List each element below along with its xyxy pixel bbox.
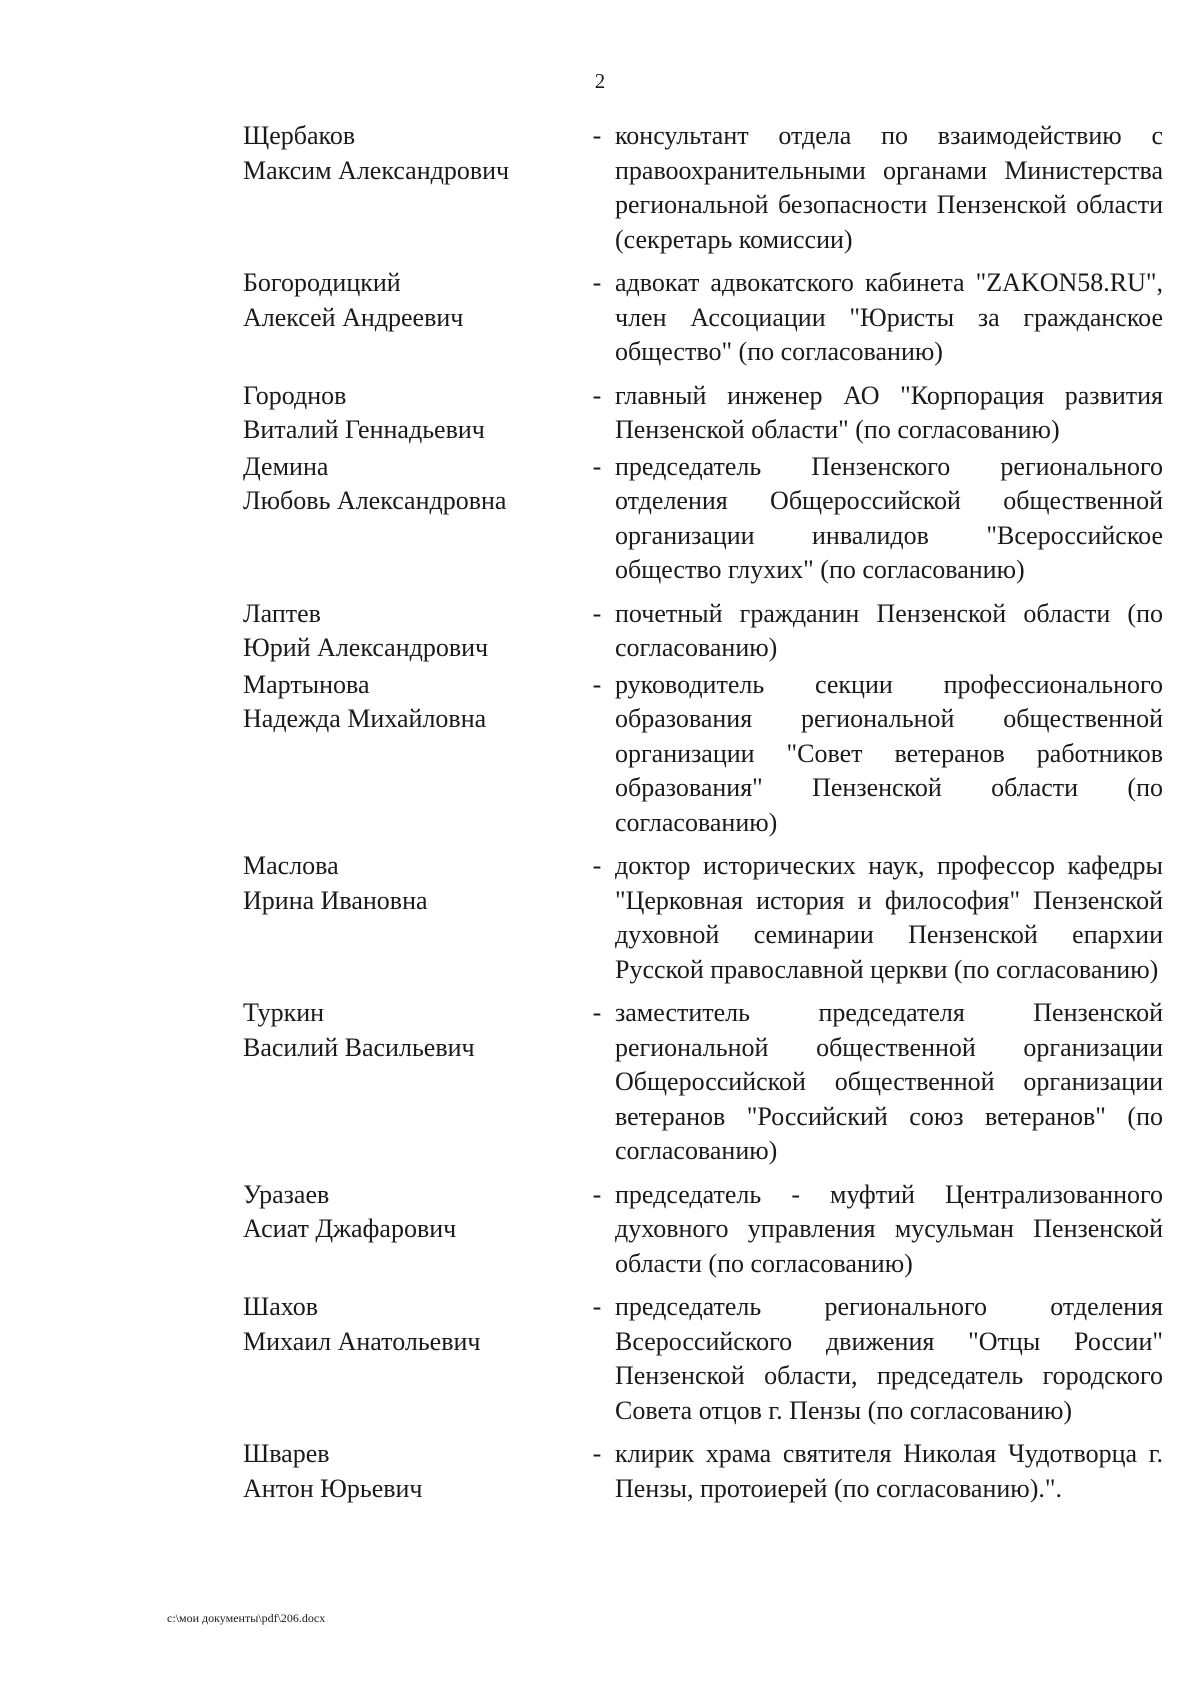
member-name (243, 996, 583, 1169)
page-number: 2 (594, 69, 606, 93)
file-path-footer: c:\мои документы\pdf\206.docx (167, 1611, 326, 1625)
member-dash: - (592, 598, 602, 628)
member-row (243, 1290, 1163, 1428)
member-dash: - (592, 121, 602, 150)
member-dash: - (592, 451, 602, 481)
member-description: доктор исторических наук, профессор кафедры "Церковная история и философия" Пензенской духовной семинарии Пензенской епархии Русской православной церкви (по согласованию) (615, 851, 1163, 984)
member-row (243, 1178, 1163, 1282)
member-given-names: Надежда Михайловна (243, 704, 487, 733)
member-row (243, 597, 1163, 666)
member-description: адвокат адвокатского кабинета "ZAKON58.RU", член Ассоциации "Юристы за гражданское общество" (по согласованию) (615, 268, 1163, 366)
member-name (243, 1437, 583, 1506)
member-dash: - (592, 669, 602, 699)
member-name (243, 450, 583, 588)
member-name (243, 266, 583, 370)
member-surname: Городнов (243, 380, 347, 410)
member-given-names: Алексей Андреевич (243, 302, 464, 332)
member-surname: Мартынова (243, 669, 370, 699)
member-description: консультант отдела по взаимодействию с правоохранительными органами Министерства региональной безопасности Пензенской области (секретарь комиссии) (615, 121, 1163, 254)
member-dash: - (592, 1179, 602, 1209)
member-surname: Уразаев (243, 1179, 330, 1209)
member-surname: Лаптев (243, 598, 321, 628)
member-description: председатель регионального отделения Всероссийского движения "Отцы России" Пензенской области, председатель городского Совета отцов г. Пензы (по согласованию) (615, 1292, 1163, 1425)
member-surname: Богородицкий (243, 268, 401, 297)
member-given-names: Ирина Ивановна (243, 885, 428, 915)
member-given-names: Виталий Геннадьевич (243, 415, 485, 444)
member-description: заместитель председателя Пензенской региональной общественной организации Общероссийской общественной организации ветеранов "Российский союз ветеранов" (по согласованию) (615, 998, 1163, 1165)
member-surname: Шварев (243, 1439, 330, 1468)
member-description: почетный гражданин Пензенской области (по согласованию) (615, 598, 1163, 662)
member-name (243, 668, 583, 841)
member-description: главный инженер АО "Корпорация развития Пензенской области" (по согласованию) (615, 380, 1163, 444)
member-dash: - (592, 268, 602, 297)
member-surname: Маслова (243, 851, 339, 880)
member-given-names: Асиат Джафарович (243, 1214, 457, 1243)
member-surname: Шахов (243, 1292, 319, 1321)
member-surname: Демина (243, 451, 329, 481)
member-given-names: Максим Александрович (243, 155, 510, 185)
member-given-names: Антон Юрьевич (243, 1473, 423, 1503)
member-row (243, 849, 1163, 987)
member-dash: - (592, 998, 602, 1027)
member-row (243, 1437, 1163, 1506)
member-name (243, 119, 583, 257)
member-given-names: Юрий Александрович (243, 633, 489, 662)
member-row (243, 450, 1163, 588)
member-dash: - (592, 1439, 602, 1468)
member-name (243, 1178, 583, 1282)
members-list (243, 119, 1163, 1506)
member-description: клирик храма святителя Николая Чудотворца г. Пензы, протоиерей (по согласованию).". (615, 1439, 1163, 1503)
member-dash: - (592, 851, 602, 880)
member-name (243, 379, 583, 448)
member-name (243, 849, 583, 987)
member-dash: - (592, 1292, 602, 1321)
member-description: руководитель секции профессионального образования региональной общественной организации "Совет ветеранов работников образования" Пензенской области (по согласованию) (615, 669, 1163, 837)
member-row (243, 379, 1163, 448)
member-row (243, 996, 1163, 1169)
member-row (243, 266, 1163, 370)
member-name (243, 597, 583, 666)
member-given-names: Василий Васильевич (243, 1032, 475, 1062)
member-surname: Щербаков (243, 121, 356, 150)
member-name (243, 1290, 583, 1428)
member-description: председатель - муфтий Централизованного духовного управления мусульман Пензенской области (по согласованию) (615, 1179, 1163, 1278)
member-dash: - (592, 380, 602, 410)
member-given-names: Любовь Александровна (243, 486, 507, 515)
member-given-names: Михаил Анатольевич (243, 1326, 481, 1356)
member-row (243, 119, 1163, 257)
member-row (243, 668, 1163, 841)
member-surname: Туркин (243, 998, 325, 1027)
member-description: председатель Пензенского регионального отделения Общероссийской общественной организации инвалидов "Всероссийское общество глухих" (по согласованию) (615, 451, 1163, 584)
